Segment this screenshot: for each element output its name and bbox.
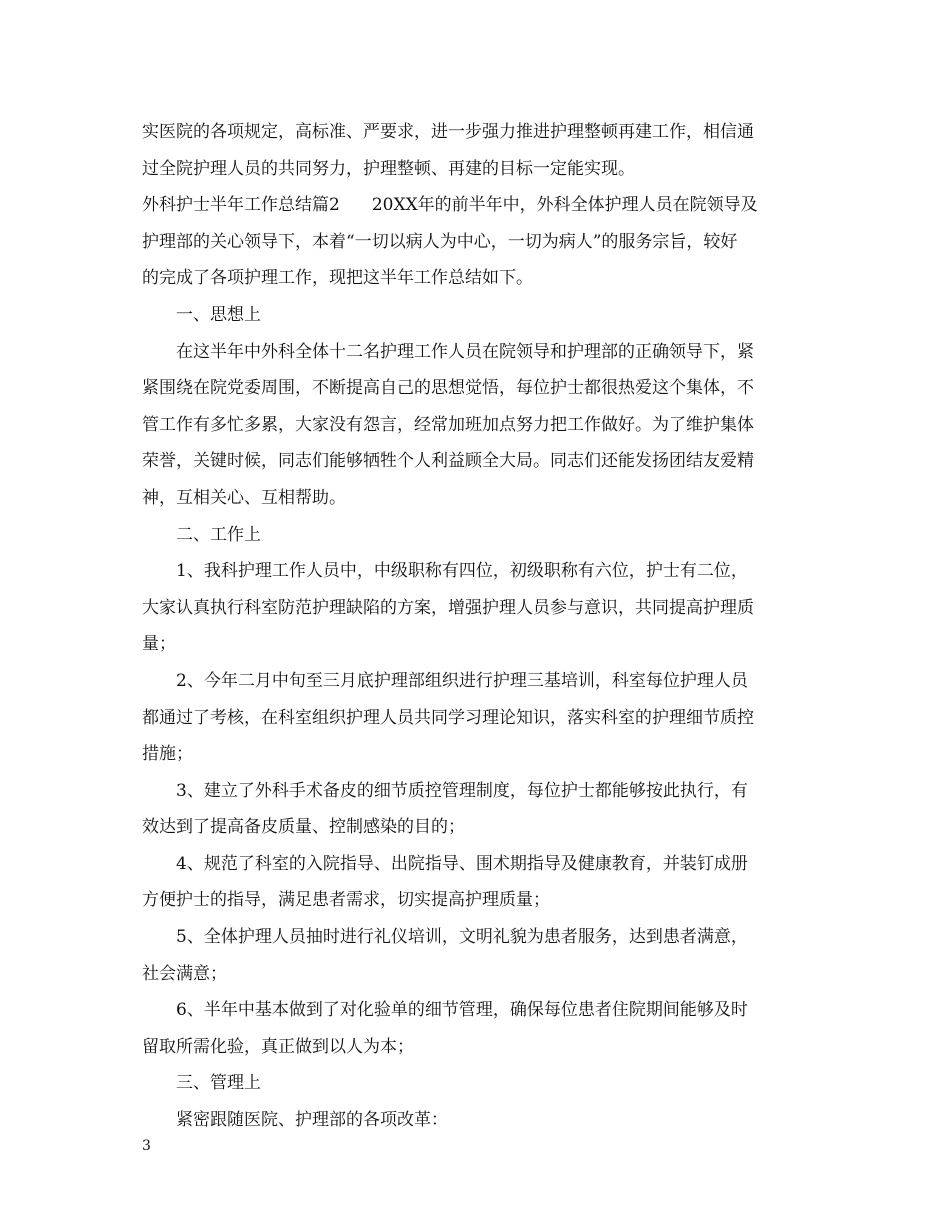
section-heading: 外科护士半年工作总结篇2 [142,195,340,216]
document-body [142,114,812,1139]
body-line: 过全院护理人员的共同努力，护理整顿、再建的目标一定能实现。 [142,158,635,179]
body-line: 护理部的关心领导下，本着“一切以病人为中心，一切为病人”的服务宗旨，较好 [142,231,738,252]
body-line: 方便护士的指导，满足患者需求，切实提高护理质量； [142,890,550,911]
body-line: 社会满意； [142,963,227,984]
body-line: 量； [142,634,176,655]
body-line: 神，互相关心、互相帮助。 [142,487,346,508]
body-line: 紧围绕在院党委周围，不断提高自己的思想觉悟，每位护士都很热爱这个集体，不 [142,378,754,399]
subheading: 二、工作上 [176,524,261,545]
section-opening-text: 20XX年的前半年中，外科全体护理人员在院领导及 [371,195,758,216]
list-item-first-line: 4、规范了科室的入院指导、出院指导、围术期指导及健康教育，并装钉成册 [176,853,748,874]
list-item-first-line: 1、我科护理工作人员中，中级职称有四位，初级职称有六位，护士有二位， [176,561,748,582]
body-line: 效达到了提高备皮质量、控制感染的目的； [142,817,465,838]
body-line: 措施； [142,744,193,765]
body-line: 管工作有多忙多累，大家没有怨言，经常加班加点努力把工作做好。为了维护集体 [142,414,754,435]
subheading: 一、思想上 [176,304,261,325]
list-item-first-line: 2、今年二月中旬至三月底护理部组织进行护理三基培训，科室每位护理人员 [176,670,748,691]
body-line: 的完成了各项护理工作，现把这半年工作总结如下。 [142,268,533,289]
body-line: 荣誉，关键时候，同志们能够牺牲个人利益顾全大局。同志们还能发扬团结友爱精 [142,451,754,472]
paragraph-first-line: 紧密跟随医院、护理部的各项改革： [176,1110,448,1131]
list-item-first-line: 3、建立了外科手术备皮的细节质控管理制度，每位护士都能够按此执行，有 [176,780,748,801]
list-item-first-line: 5、全体护理人员抽时进行礼仪培训，文明礼貌为患者服务，达到患者满意， [176,927,748,948]
body-line: 留取所需化验，真正做到以人为本； [142,1036,414,1057]
body-line: 都通过了考核，在科室组织护理人员共同学习理论知识，落实科室的护理细节质控 [142,707,754,728]
body-line: 实医院的各项规定，高标准、严要求，进一步强力推进护理整顿再建工作，相信通 [142,122,754,142]
page-number: 3 [142,1138,151,1154]
list-item-first-line: 6、半年中基本做到了对化验单的细节管理，确保每位患者住院期间能够及时 [176,1000,748,1021]
section-heading-line [142,187,812,224]
paragraph-first-line: 在这半年中外科全体十二名护理工作人员在院领导和护理部的正确领导下，紧 [176,341,754,362]
body-line: 大家认真执行科室防范护理缺陷的方案，增强护理人员参与意识，共同提高护理质 [142,597,754,618]
subheading: 三、管理上 [176,1073,261,1094]
